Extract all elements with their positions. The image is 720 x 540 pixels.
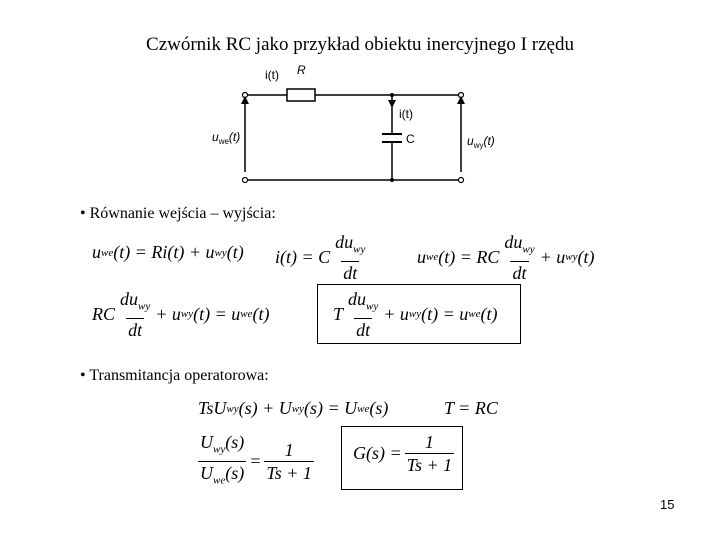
junction-top: [390, 93, 394, 97]
time-constant-definition: T = RC: [444, 398, 498, 418]
junction-bottom: [390, 178, 394, 182]
page-number: 15: [660, 497, 675, 512]
io-equation-heading: • Równanie wejścia – wyjścia:: [80, 205, 276, 222]
current-c-label: i(t): [399, 107, 413, 121]
terminal-out-bottom: [459, 178, 464, 183]
capacitor-label: C: [406, 132, 415, 146]
kirchhoff-voltage-equation: u we (t) = Ri(t) + u wy (t): [92, 242, 244, 262]
transfer-ratio-equation: $\frac{U_{wy}(s)}{U_{we}(s)}$ = $\frac{1}{Ts + 1}$: [195, 432, 317, 490]
substituted-equation: u we (t) = RC $\frac{du_{wy}}{dt}$ + u wy (t): [417, 232, 595, 283]
output-voltage-label: $u_{wy}(t)$: [467, 134, 495, 150]
transfer-function-heading: • Transmitancja operatorowa:: [80, 367, 269, 384]
capacitor-current-arrowhead: [388, 100, 396, 108]
resistor-symbol: [287, 89, 315, 101]
resistor-label: R: [297, 63, 306, 77]
input-voltage-label: $u_{we}(t)$: [212, 130, 241, 146]
capacitor-current-equation: i(t) = C $\frac{du_{wy}}{dt}$: [275, 232, 366, 283]
time-constant-differential-equation: T $\frac{du_{wy}}{dt}$ + u wy (t) = u we (t): [333, 289, 498, 340]
rc-differential-equation: RC $\frac{du_{wy}}{dt}$ + u wy (t) = u we (t): [92, 289, 270, 340]
output-arrowhead: [457, 96, 465, 104]
terminal-in-bottom: [243, 178, 248, 183]
input-arrowhead: [241, 96, 249, 104]
page-title: Czwórnik RC jako przykład obiektu inercyjnego I rzędu: [146, 34, 574, 55]
transfer-function-equation: G(s) = $\frac{1}{Ts + 1}$: [353, 432, 453, 475]
laplace-equation: TsU wy (s) + U wy (s) = U we (s): [198, 398, 389, 418]
rc-circuit-diagram: [0, 0, 720, 200]
current-in-label: i(t): [265, 68, 279, 82]
